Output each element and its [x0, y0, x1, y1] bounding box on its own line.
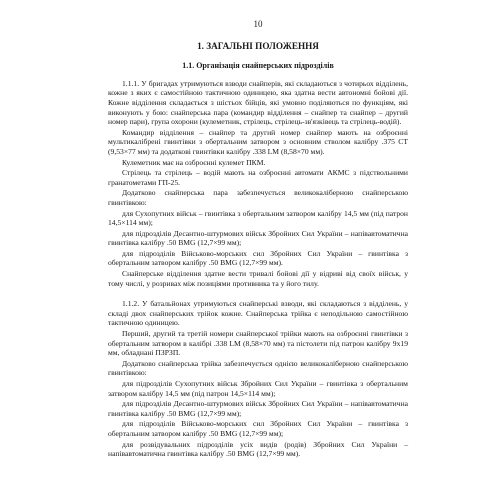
paragraph: Перший, другий та третій номери снайперської трійки мають на озброєнні гвинтівки з обертальним затвором в калібрі .338 LM (8,58×70 мм) та пістолети під патрон калібру 9х19 мм, обладнані ПЗРЗП.	[108, 329, 408, 358]
paragraph: Стрілець та стрілець – водій мають на озброєнні автомати АКМС з підствольними гранатометами ГП-25.	[108, 168, 408, 187]
subsection-heading: 1.1. Організація снайперських підрозділів	[182, 61, 334, 71]
section-gap	[108, 289, 408, 299]
section-heading: 1. ЗАГАЛЬНІ ПОЛОЖЕННЯ	[197, 40, 319, 51]
paragraph: Командир відділення – снайпер та другий номер снайпер мають на озброєнні мультикалібрені гвинтівки з обертальним затвором з основним стволом калібру .375 CT (9,53×77 мм) та додаткові гвинтівки калібру .338 LM (8,58×70 мм).	[108, 127, 408, 156]
paragraph: для підрозділів Військово-морських сил Збройних Сил України – гвинтівка з обертальним затвором калібру .50 BMG (12,7×99 мм);	[108, 419, 408, 438]
paragraph: Додатково снайперська трійка забезпечується однією великокаліберною снайперською гвинтівкою:	[108, 358, 408, 378]
page-number: 10	[253, 19, 263, 29]
paragraph: для підрозділів Військово-морських сил Збройних Сил України – гвинтівка з обертальним затвором калібру .50 BMG (12,7×99 мм).	[108, 248, 408, 268]
paragraph: для підрозділів Десантно-штурмових військ Збройних Сил України – напівавтоматична гвинтівка калібру .50 BMG (12,7×99 мм);	[108, 228, 408, 248]
paragraph: 1.1.2. У батальйонах утримуються снайперські взводи, які складаються з відділень, у складі двох снайперських трійок кожне. Снайперська трійка є неподільною самостійною тактичною одиницею.	[108, 299, 408, 328]
paragraph: 1.1.1. У бригадах утримуються взводи снайперів, які складаються з чотирьох відділень, кожне з яких є самостійною тактичною одиницею, яка здатна вести автономні бойові дії. Кожне відділення складається з шістьох бійців, які умовно поділяються по функціям, які виконують у бою: снайперська пара (командир відділення – снайпер та снайпер – другий номер пари), група охорони (кулеметник, стрілець, стрілець-зв'язківець та стрілець-водій).	[108, 78, 408, 127]
section-1-1-2	[108, 299, 408, 459]
section-1-1-1	[108, 79, 408, 288]
paragraph: для підрозділів Десантно-штурмових військ Збройних Сил України – напівавтоматична гвинтівка калібру .50 BMG (12,7×99 мм);	[108, 399, 408, 418]
paragraph: Снайперське відділення здатне вести тривалі бойові дії у відриві від своїх військ, у тому числі, у розривах між позиціями противника та у його тилу.	[108, 269, 408, 288]
paragraph: для підрозділів Сухопутних військ Збройних Сил України – гвинтівка з обертальним затвором калібру 14,5 мм (під патрон 14,5×114 мм);	[108, 379, 408, 398]
paragraph: Додатково снайперська пара забезпечується великокаліберною снайперською гвинтівкою:	[108, 188, 408, 207]
paragraph: Кулеметник має на озброєнні кулемет ПКМ.	[122, 157, 266, 167]
paragraph: для розвідувальних підрозділів усіх видів (родів) Збройних Сил України – напівавтоматична гвинтівка калібру .50 BMG (12,7×99 мм).	[108, 439, 408, 459]
paragraph: для Сухопутних військ – гвинтівка з обертальним затвором калібру 14,5 мм (під патрон 14,5×114 мм);	[108, 208, 408, 228]
